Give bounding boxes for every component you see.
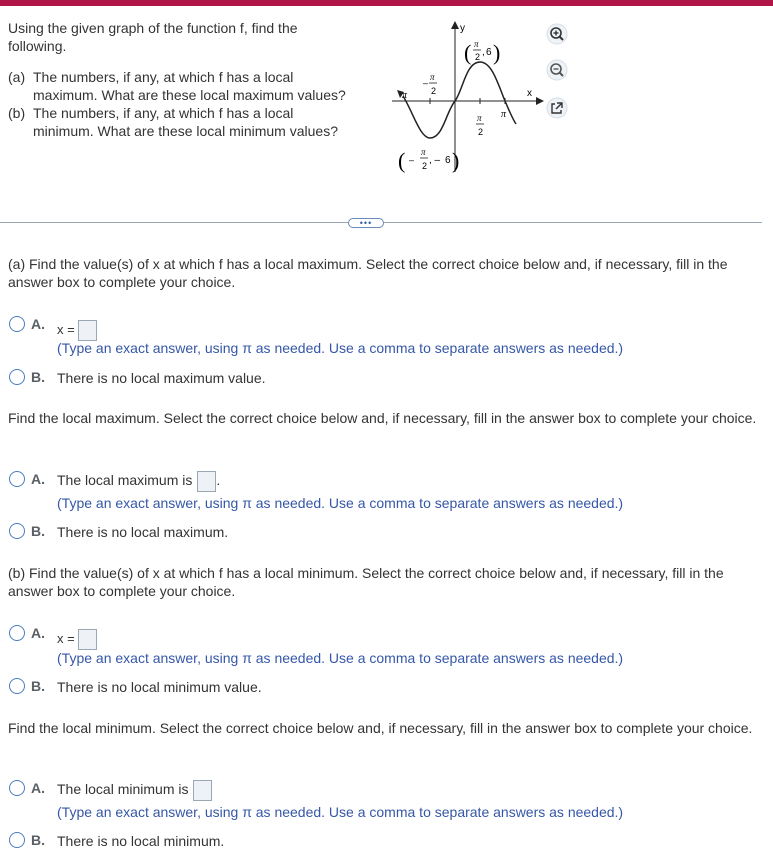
zoom-out-button[interactable]: [545, 58, 569, 82]
part-b-choice-b-text: There is no local minimum value.: [57, 679, 262, 695]
part-a2-choice-b-radio[interactable]: [9, 523, 25, 539]
expand-more-button[interactable]: •••: [348, 218, 384, 228]
intro-item-b-label: (b): [8, 105, 26, 121]
part-b-choice-a-letter: A.: [31, 625, 45, 641]
svg-text:2: 2: [478, 127, 484, 137]
intro-item-b-text: The numbers, if any, at which f has a local minimum. What are these local minimum values?: [33, 105, 338, 139]
part-a2-choice-a-text: The local maximum is .: [57, 471, 220, 492]
part-a2-choice-a-letter: A.: [31, 471, 45, 487]
svg-text:,: ,: [482, 47, 485, 58]
part-b-choice-a-text: x =: [57, 629, 97, 650]
part-a-choice-a-radio[interactable]: [9, 316, 25, 332]
svg-text:π: π: [477, 113, 482, 123]
part-b2-choice-a-radio[interactable]: [9, 780, 25, 796]
part-a-choice-a-hint: (Type an exact answer, using π as needed. Use a comma to separate answers as needed.): [57, 340, 624, 356]
popout-button[interactable]: [545, 96, 569, 120]
part-b2-local-min-answer-box[interactable]: [193, 780, 212, 801]
part-b-choice-a-radio[interactable]: [9, 625, 25, 641]
part-a-choice-a-letter: A.: [31, 316, 45, 332]
part-b-choice-a-hint: (Type an exact answer, using π as needed. Use a comma to separate answers as needed.): [57, 650, 624, 666]
part-a-x-answer-box[interactable]: [78, 320, 97, 341]
question-intro: [8, 19, 358, 139]
part-b2-prompt: Find the local minimum. Select the correct choice below and, if necessary, fill in the answer box to complete your choice.: [8, 720, 753, 736]
part-a2-choice-b-text: There is no local maximum.: [57, 524, 229, 540]
part-b-choice-b-letter: B.: [31, 678, 45, 694]
part-b-prompt: (b) Find the value(s) of x at which f has a local minimum. Select the correct choice below and, if necessary, fill in the answer box to complete your choice.: [8, 565, 724, 599]
zoom-in-button[interactable]: [545, 22, 569, 46]
svg-text:6: 6: [445, 155, 451, 166]
part-b2-choice-a-text: The local minimum is: [57, 780, 212, 801]
tick-label-pos-pi: π: [501, 109, 507, 120]
intro-line-1: Using the given graph of the function f, find the: [8, 20, 298, 36]
svg-text:): ): [452, 148, 460, 173]
svg-text:π: π: [430, 72, 435, 82]
y-axis-label: y: [460, 23, 465, 34]
svg-text:): ): [493, 40, 501, 65]
zoom-out-icon: [546, 59, 568, 81]
svg-text:–: –: [423, 78, 429, 88]
part-a2-choice-a-radio[interactable]: [9, 471, 25, 487]
max-point-label: [464, 39, 500, 65]
function-graph: [380, 15, 550, 190]
part-b2-choice-b-radio[interactable]: [9, 832, 25, 848]
part-a2-choice-a-hint: (Type an exact answer, using π as needed. Use a comma to separate answers as needed.): [57, 495, 624, 511]
svg-text:, –: , –: [429, 155, 441, 166]
part-a-choice-b-letter: B.: [31, 369, 45, 385]
svg-text:6: 6: [486, 47, 492, 58]
function-curve: [403, 62, 516, 138]
part-a2-choice-b-letter: B.: [31, 523, 45, 539]
x-axis-label: x: [527, 88, 532, 99]
svg-text:–: –: [409, 155, 415, 165]
intro-item-a-label: (a): [8, 69, 26, 85]
svg-text:π: π: [474, 39, 479, 49]
svg-text:(: (: [398, 148, 406, 173]
tick-label-neg-pi-half: [423, 72, 437, 96]
part-b2-choice-b-text: There is no local minimum.: [57, 833, 225, 849]
part-a2-local-max-answer-box[interactable]: [197, 471, 216, 492]
external-link-icon: [546, 97, 568, 119]
svg-text:π: π: [421, 147, 426, 157]
part-a-choice-b-radio[interactable]: [9, 369, 25, 385]
tick-label-pos-pi-half: [476, 113, 484, 137]
part-a-choice-a-text: x =: [57, 320, 97, 341]
svg-text:2: 2: [475, 52, 481, 62]
part-a-choice-b-text: There is no local maximum value.: [57, 370, 266, 386]
part-a-prompt: (a) Find the value(s) of x at which f has a local maximum. Select the correct choice below and, if necessary, fill in the answer box to complete your choice.: [8, 256, 728, 290]
part-b-x-answer-box[interactable]: [78, 629, 97, 650]
intro-item-a-text: The numbers, if any, at which f has a local maximum. What are these local maximum values?: [33, 69, 346, 103]
part-a2-prompt: Find the local maximum. Select the correct choice below and, if necessary, fill in the answer box to complete your choice.: [8, 410, 757, 426]
min-point-label: [398, 147, 459, 173]
intro-line-2: following.: [8, 38, 67, 54]
svg-text:2: 2: [431, 86, 437, 96]
part-b2-choice-a-hint: (Type an exact answer, using π as needed. Use a comma to separate answers as needed.): [57, 804, 624, 820]
svg-text:2: 2: [422, 161, 428, 171]
part-b2-choice-b-letter: B.: [31, 832, 45, 848]
part-b2-choice-a-letter: A.: [31, 780, 45, 796]
part-b-choice-b-radio[interactable]: [9, 678, 25, 694]
tick-label-neg-pi: π: [402, 90, 408, 101]
top-accent-bar: [0, 0, 773, 6]
svg-text:(: (: [464, 40, 472, 65]
zoom-in-icon: [546, 23, 568, 45]
